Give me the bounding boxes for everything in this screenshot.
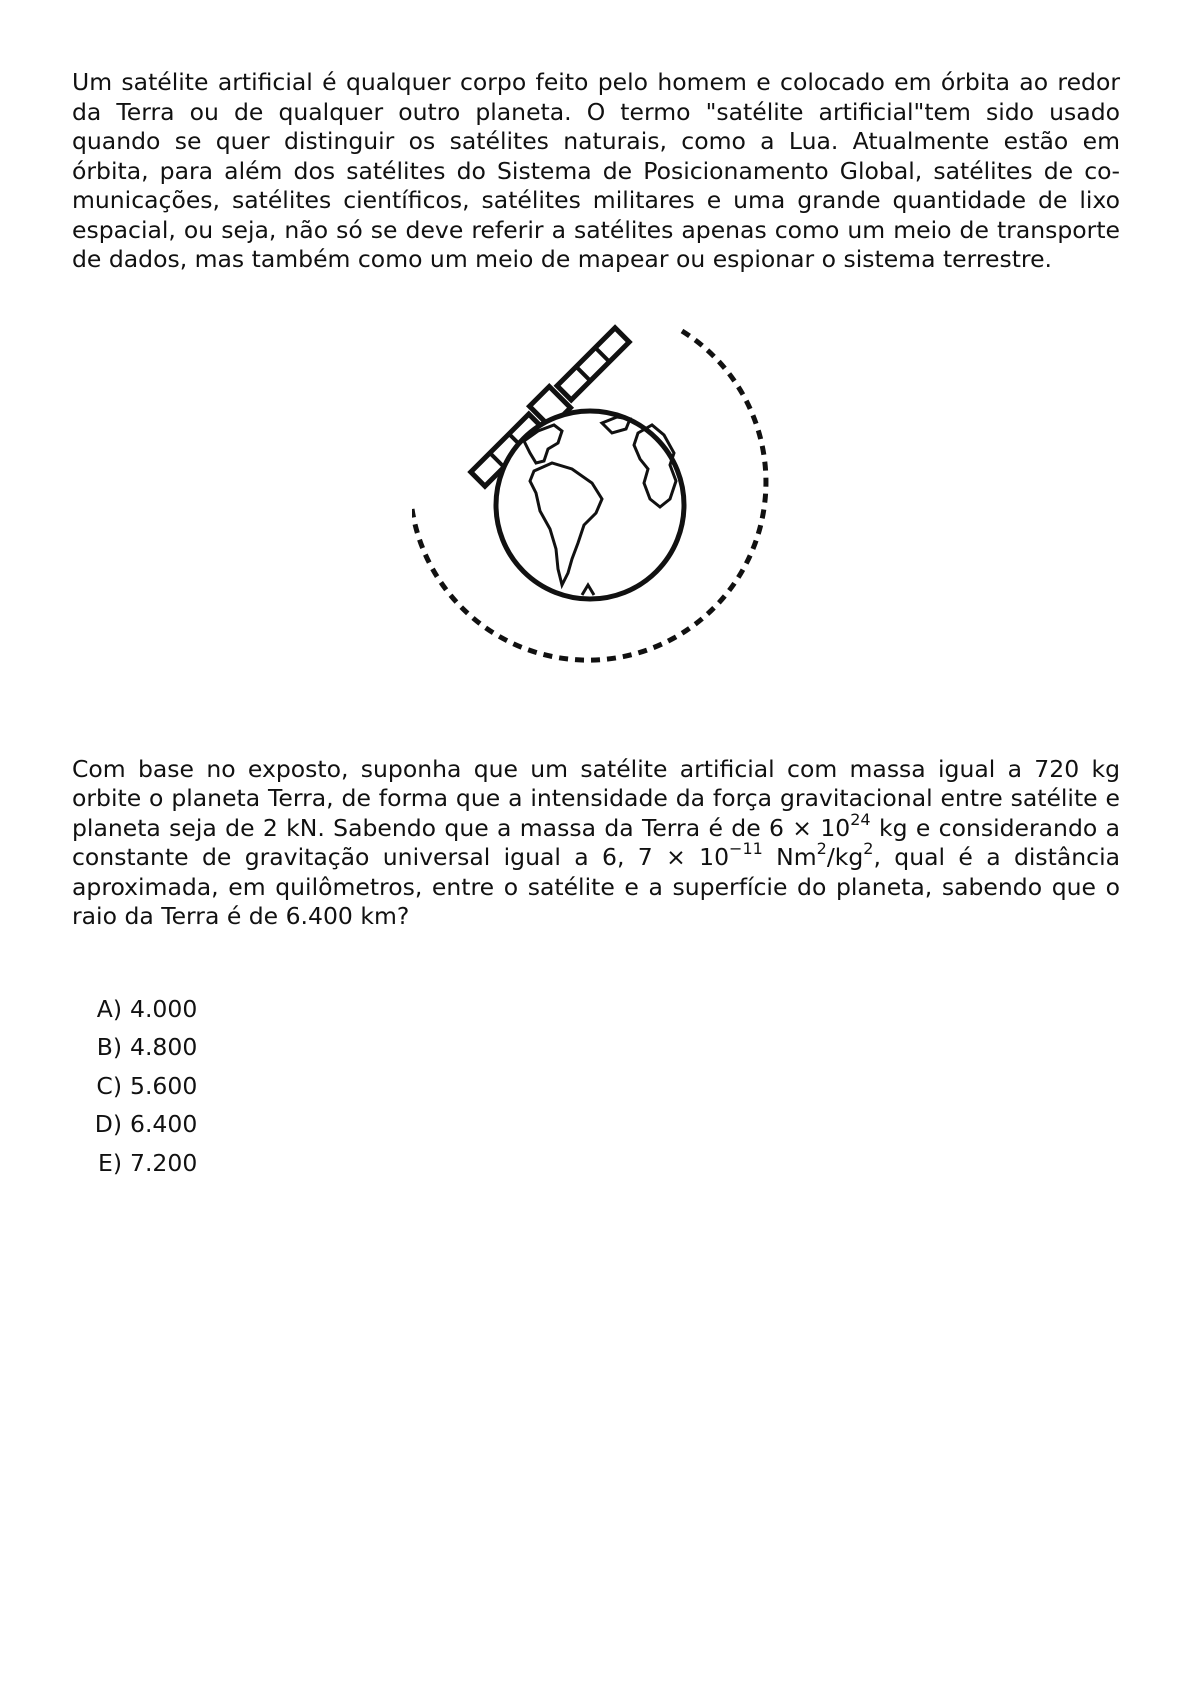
satellite-orbit-figure xyxy=(72,303,1120,755)
intro-paragraph: Um satélite artificial é qualquer corpo feito pelo homem e colocado em órbita ao redor da Terra ou de qualquer outro planeta. O termo "satélite artificial"tem sido usado quando se quer distinguir os satélites naturais, como a Lua. Atualmente estão em órbita, para além dos satélites do Sistema de Posicionamento Global, satélites de comunicações, satélites científicos, satélites militares e uma grande quantidade de lixo espacial, ou seja, não só se deve referir a satélites apenas como um meio de transporte de dados, mas também como um meio de mapear ou espionar o sistema terrestre. xyxy=(72,68,1120,273)
exponent-2-a: 2 xyxy=(816,839,827,859)
option-letter: A) xyxy=(96,994,122,1023)
question-text-3: Nm xyxy=(762,843,817,871)
question-text-5: , qual é a distância aproximada, em quilômetros, entre o satélite e a superfície do planeta, sabendo que o raio da Terra é de 6.400 km? xyxy=(72,843,1120,930)
question-paragraph xyxy=(72,755,1120,932)
option-value: 5.600 xyxy=(130,1071,198,1100)
option-value: 4.800 xyxy=(130,1033,198,1061)
satellite-earth-illustration xyxy=(412,303,792,703)
exponent-minus-11: −11 xyxy=(729,839,763,859)
option-letter: C) xyxy=(96,1071,122,1100)
answer-options-list xyxy=(72,990,1120,1183)
option-letter: D) xyxy=(94,1110,122,1138)
option-letter: E) xyxy=(97,1148,122,1177)
option-c[interactable] xyxy=(72,1067,1120,1106)
option-letter: B) xyxy=(96,1033,122,1061)
exponent-24: 24 xyxy=(850,809,871,829)
earth-globe-icon xyxy=(496,411,684,599)
option-value: 4.000 xyxy=(130,994,198,1023)
option-d[interactable] xyxy=(72,1105,1120,1144)
option-a[interactable] xyxy=(72,990,1120,1029)
document-page xyxy=(72,68,1120,1182)
option-value: 6.400 xyxy=(130,1110,198,1138)
question-text-4: /kg xyxy=(826,843,864,871)
question-text-1: Com base no exposto, suponha que um satélite artificial com massa igual a 720 kg orbite o planeta Terra, de forma que a intensidade da força gravitacional entre satélite e planeta seja de 2 kN. Sabendo que a massa da Terra é de 6 × 10 xyxy=(72,754,1120,842)
option-e[interactable] xyxy=(72,1144,1120,1183)
exponent-2-b: 2 xyxy=(863,839,874,859)
option-b[interactable] xyxy=(72,1028,1120,1067)
option-value: 7.200 xyxy=(130,1148,198,1177)
question-text-2: kg e considerando a constante de gravitação universal igual a 6, 7 × 10 xyxy=(72,813,1120,871)
